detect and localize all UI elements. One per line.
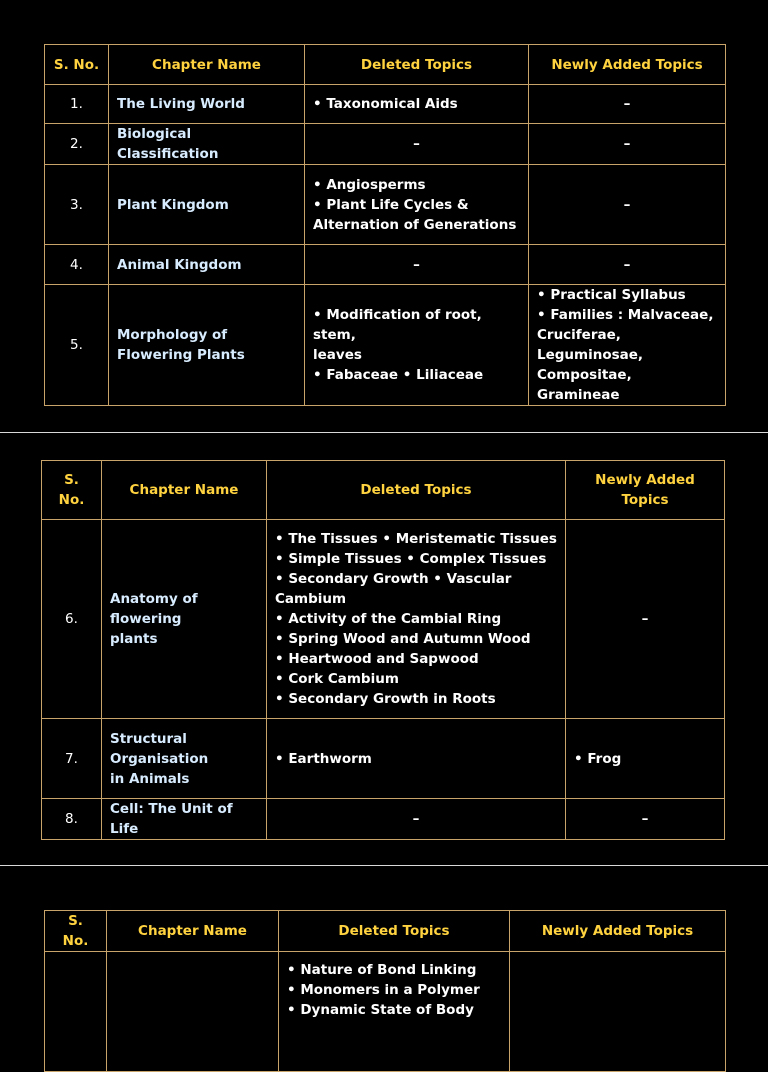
topic-item: • Dynamic State of Body <box>287 1002 474 1018</box>
deleted-topics <box>267 520 566 719</box>
added-topics <box>566 719 725 799</box>
topic-item: leaves <box>313 347 362 363</box>
deleted-topics <box>305 285 529 406</box>
topic-item: Alternation of Generations <box>313 216 517 233</box>
header-row <box>42 461 725 520</box>
topic-item: • Earthworm <box>275 750 372 767</box>
row-number: 8. <box>42 799 102 840</box>
chapter-name: Biological Classification <box>109 124 305 165</box>
table-row <box>45 85 726 124</box>
row-number <box>45 952 107 1072</box>
row-number: 4. <box>45 245 109 285</box>
topic-item: • Secondary Growth • Vascular <box>275 571 512 587</box>
deleted-topics <box>305 85 529 124</box>
header-sno: S. No. <box>45 911 107 952</box>
header-deleted-topics: Deleted Topics <box>267 461 566 520</box>
table-row <box>45 245 726 285</box>
topic-item: • Heartwood and Sapwood <box>275 651 479 667</box>
topic-item: Compositae, Gramineae <box>537 367 632 403</box>
header-chapter-name: Chapter Name <box>102 461 267 520</box>
topic-item: • Fabaceae • Liliaceae <box>313 367 484 383</box>
chapter-name: Morphology of Flowering Plants <box>109 285 305 406</box>
topic-item: • Modification of root, stem, <box>313 307 482 343</box>
topic-item: Cruciferae, Leguminosae, <box>537 327 644 363</box>
topic-item: • The Tissues • Meristematic Tissues <box>275 531 557 547</box>
table-row <box>42 719 725 799</box>
deleted-topics: – <box>305 124 529 165</box>
topic-item: • Angiosperms <box>313 176 426 193</box>
added-topics <box>529 285 726 406</box>
chapter-name: Anatomy of flowering plants <box>102 520 267 719</box>
chapter-name: Plant Kingdom <box>109 165 305 245</box>
syllabus-table-2 <box>41 460 725 840</box>
topic-item: • Activity of the Cambial Ring <box>275 611 502 627</box>
syllabus-table-3 <box>44 910 726 1072</box>
row-number: 6. <box>42 520 102 719</box>
table-row <box>45 285 726 406</box>
chapter-name: The Living World <box>109 85 305 124</box>
chapter-name: Structural Organisation in Animals <box>102 719 267 799</box>
added-topics: – <box>529 165 726 245</box>
deleted-topics <box>305 165 529 245</box>
table-row <box>45 124 726 165</box>
topic-item: • Nature of Bond Linking <box>287 962 477 978</box>
added-topics <box>510 952 726 1072</box>
topic-item: • Frog <box>574 750 622 767</box>
topic-item: • Practical Syllabus <box>537 287 686 303</box>
chapter-name <box>107 952 279 1072</box>
deleted-topics <box>267 719 566 799</box>
deleted-topics: – <box>305 245 529 285</box>
topic-item: • Cork Cambium <box>275 671 399 687</box>
deleted-topics: – <box>267 799 566 840</box>
header-row <box>45 911 726 952</box>
deleted-topics <box>279 952 510 1072</box>
added-topics: – <box>529 85 726 124</box>
table-row <box>42 799 725 840</box>
row-number: 1. <box>45 85 109 124</box>
added-topics: – <box>529 245 726 285</box>
topic-item: • Spring Wood and Autumn Wood <box>275 631 531 647</box>
header-deleted-topics: Deleted Topics <box>305 45 529 85</box>
added-topics: – <box>566 799 725 840</box>
syllabus-table-1 <box>44 44 726 406</box>
header-row <box>45 45 726 85</box>
topic-item: • Families : Malvaceae, <box>537 307 714 323</box>
row-number: 7. <box>42 719 102 799</box>
header-deleted-topics: Deleted Topics <box>279 911 510 952</box>
topic-item: • Monomers in a Polymer <box>287 982 480 998</box>
table-row <box>45 952 726 1072</box>
topic-item: • Secondary Growth in Roots <box>275 691 496 707</box>
added-topics: – <box>529 124 726 165</box>
header-newly-added-topics: Newly Added Topics <box>529 45 726 85</box>
row-number: 2. <box>45 124 109 165</box>
section-divider <box>0 865 768 866</box>
table-row <box>45 165 726 245</box>
row-number: 3. <box>45 165 109 245</box>
chapter-name: Animal Kingdom <box>109 245 305 285</box>
topic-item: • Taxonomical Aids <box>313 96 458 112</box>
topic-item: • Simple Tissues • Complex Tissues <box>275 551 547 567</box>
section-divider <box>0 432 768 433</box>
table-row <box>42 520 725 719</box>
header-sno: S. No. <box>42 461 102 520</box>
header-chapter-name: Chapter Name <box>107 911 279 952</box>
header-chapter-name: Chapter Name <box>109 45 305 85</box>
header-newly-added-topics: Newly Added Topics <box>566 461 725 520</box>
added-topics: – <box>566 520 725 719</box>
header-newly-added-topics: Newly Added Topics <box>510 911 726 952</box>
row-number: 5. <box>45 285 109 406</box>
topic-item: Cambium <box>275 591 347 607</box>
chapter-name: Cell: The Unit of Life <box>102 799 267 840</box>
topic-item: • Plant Life Cycles & <box>313 196 469 213</box>
header-sno: S. No. <box>45 45 109 85</box>
